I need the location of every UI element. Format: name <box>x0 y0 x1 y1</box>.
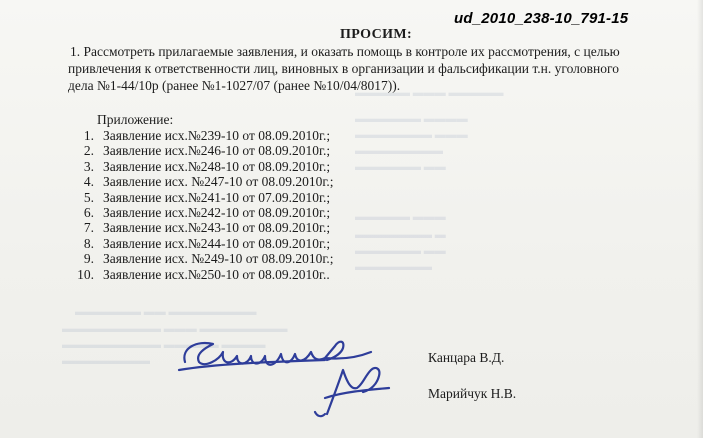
request-paragraph <box>70 43 660 94</box>
item-text: Заявление исх.№244-10 от 08.09.2010г.; <box>103 235 331 251</box>
request-line: 1. Рассмотреть прилагаемые заявления, и оказать помощь в контроле их рассмотрения, с целью <box>70 44 620 59</box>
list-item <box>74 205 333 220</box>
signatory-name: Канцара В.Д. <box>428 350 505 365</box>
list-item <box>74 174 333 189</box>
item-number: 9. <box>83 251 94 267</box>
item-text: Заявление исх.№250-10 от 08.09.2010г.. <box>103 266 330 282</box>
bleed-through-text: ▬▬▬▬▬▬▬ ▬ <box>355 229 446 241</box>
item-number: 6. <box>83 205 94 221</box>
item-text: Заявление исх.№242-10 от 08.09.2010г.; <box>103 205 331 221</box>
bleed-through-text: ▬▬▬▬▬▬ ▬▬ <box>355 161 446 173</box>
item-number: 4. <box>83 174 94 190</box>
list-item <box>74 236 333 251</box>
item-number: 8. <box>83 235 94 251</box>
list-item <box>74 267 333 282</box>
item-number: 1. <box>83 128 94 143</box>
signatory-name: Марийчук Н.В. <box>428 386 517 401</box>
item-text: Заявление исх. №249-10 от 08.09.2010г.; <box>103 251 334 267</box>
list-item <box>74 143 333 158</box>
list-item <box>74 220 333 235</box>
list-item <box>74 251 333 266</box>
bleed-through-text: ▬▬▬▬▬ ▬▬▬ ▬▬▬▬▬ <box>355 87 504 99</box>
attachments-list <box>74 128 333 282</box>
attachments-label: Приложение: <box>97 112 174 127</box>
bleed-through-text: ▬▬▬▬▬▬▬▬ <box>62 355 150 367</box>
item-number: 3. <box>83 158 94 174</box>
bleed-through-text: ▬▬▬▬▬▬▬▬▬ ▬▬▬ ▬▬▬▬▬▬▬▬ <box>62 323 288 335</box>
request-line: привлечения к ответственности лиц, виновных в организации и фальсификации т.н. уголовного <box>68 61 619 76</box>
request-line: дела №1-44/10р (ранее №1-1027/07 (ранее №10/04/8017)). <box>68 78 401 93</box>
signature-mariychuk <box>315 368 389 416</box>
bleed-through-text: ▬▬▬▬▬▬▬ ▬▬▬ <box>355 129 468 141</box>
item-number: 5. <box>83 189 94 205</box>
item-number: 10. <box>77 266 94 282</box>
handwritten-signatures <box>175 318 415 423</box>
list-item <box>74 128 333 143</box>
item-text: Заявление исх.№239-10 от 08.09.2010г.; <box>103 128 331 143</box>
bleed-through-text: ▬▬▬▬▬▬▬▬▬ ▬▬▬▬▬ ▬▬▬▬ <box>62 339 266 351</box>
request-heading: ПРОСИМ: <box>340 27 413 42</box>
bleed-through-text: ▬▬▬▬▬▬ ▬▬▬▬ <box>355 113 468 125</box>
page-edge-shadow <box>697 0 703 438</box>
bleed-through-text: ▬▬▬▬▬ ▬▬▬ <box>355 211 446 223</box>
item-number: 2. <box>83 143 94 159</box>
list-item <box>74 190 333 205</box>
item-text: Заявление исх.№241-10 от 07.09.2010г.; <box>103 189 331 205</box>
bleed-through-text: ▬▬▬▬▬▬ ▬▬ ▬▬▬▬▬▬▬▬ <box>75 306 257 318</box>
item-text: Заявление исх.№243-10 от 08.09.2010г.; <box>103 220 331 236</box>
bleed-through-text: ▬▬▬▬▬▬ ▬▬ <box>355 245 446 257</box>
item-text: Заявление исх.№248-10 от 08.09.2010г.; <box>103 158 331 174</box>
list-item <box>74 159 333 174</box>
item-number: 7. <box>83 220 94 236</box>
bleed-through-text: ▬▬▬▬▬▬▬▬ <box>355 145 443 157</box>
item-text: Заявление исх. №247-10 от 08.09.2010г.; <box>103 174 334 190</box>
bleed-through-text: ▬▬▬▬▬▬▬ <box>355 261 432 273</box>
item-text: Заявление исх.№246-10 от 08.09.2010г.; <box>103 143 331 159</box>
document-id: ud_2010_238-10_791-15 <box>454 10 629 27</box>
